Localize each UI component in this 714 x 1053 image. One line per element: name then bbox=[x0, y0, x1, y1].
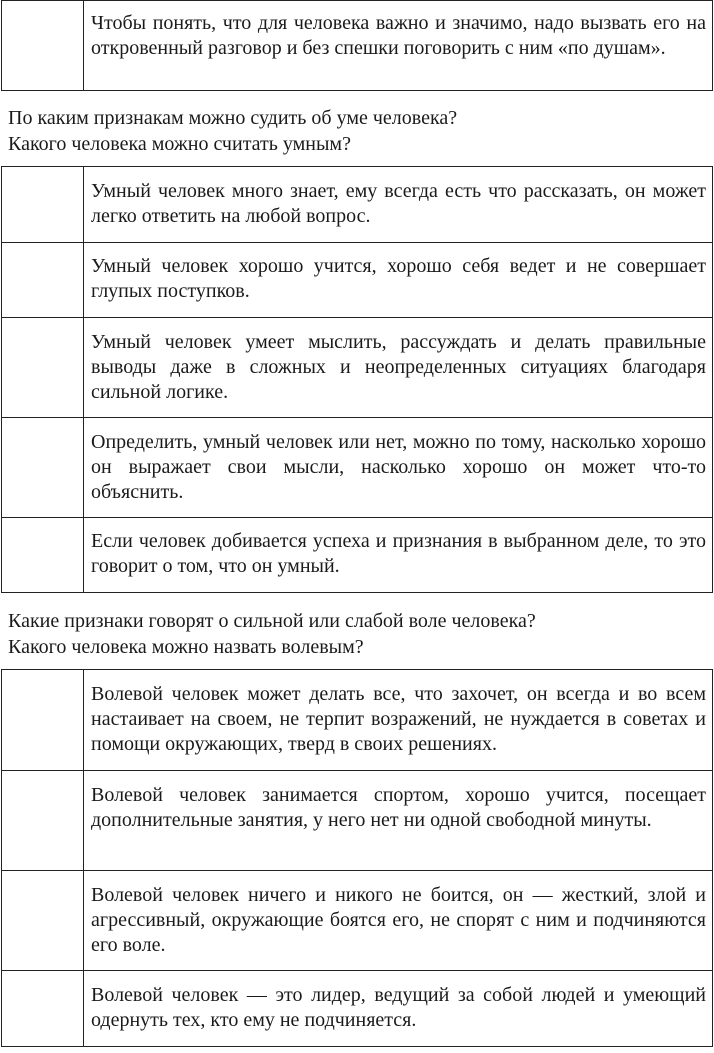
answer-checkbox-cell[interactable] bbox=[2, 871, 84, 971]
answer-table-intelligence bbox=[1, 166, 713, 593]
answer-option-text: Умный человек умеет мыслить, рассуждать и делать правильные выводы даже в сложных и неопределенных ситуациях благодаря сильной логике. bbox=[84, 318, 713, 418]
answer-table-top bbox=[1, 0, 713, 91]
answer-checkbox-cell[interactable] bbox=[2, 1, 84, 91]
answer-checkbox-cell[interactable] bbox=[2, 167, 84, 243]
answer-option-text: Если человек добивается успеха и признания в выбранном деле, то это говорит о том, что он умный. bbox=[84, 518, 713, 593]
table-row bbox=[2, 670, 713, 771]
answer-checkbox-cell[interactable] bbox=[2, 518, 84, 593]
answer-option-text: Волевой человек ничего и никого не боится, он — жесткий, злой и агрессивный, окружающие боятся его, не спорят с ним и подчиняются его воле. bbox=[84, 871, 713, 971]
answer-option-text: Определить, умный человек или нет, можно по тому, насколько хорошо он выражает свои мысли, насколько хорошо он может что-то объяснить. bbox=[84, 418, 713, 518]
answer-option-text: Умный человек хорошо учится, хорошо себя ведет и не совершает глупых поступков. bbox=[84, 243, 713, 318]
answer-option-text: Волевой человек — это лидер, ведущий за собой людей и умеющий одернуть тех, кто ему не подчиняется. bbox=[84, 971, 713, 1047]
question-line: Какого человека можно назвать волевым? bbox=[8, 636, 364, 658]
table-row bbox=[2, 243, 713, 318]
question-line: По каким признакам можно судить об уме человека? bbox=[8, 107, 458, 129]
question-will bbox=[0, 593, 714, 669]
table-row bbox=[2, 518, 713, 593]
answer-option-text: Волевой человек может делать все, что захочет, он всегда и во всем настаивает на своем, не терпит возражений, не нуждается в советах и помощи окружающих, тверд в своих решениях. bbox=[84, 670, 713, 771]
question-line: Какого человека можно считать умным? bbox=[8, 133, 351, 155]
table-row bbox=[2, 771, 713, 871]
answer-checkbox-cell[interactable] bbox=[2, 670, 84, 771]
table-row bbox=[2, 318, 713, 418]
question-line: Какие признаки говорят о сильной или слабой воле человека? bbox=[8, 610, 536, 632]
table-row bbox=[2, 971, 713, 1047]
answer-checkbox-cell[interactable] bbox=[2, 318, 84, 418]
answer-option-text: Чтобы понять, что для человека важно и значимо, надо вызвать его на откровенный разговор и без спешки поговорить с ним «по душам». bbox=[84, 1, 713, 91]
answer-checkbox-cell[interactable] bbox=[2, 771, 84, 871]
question-intelligence bbox=[0, 91, 714, 166]
table-row bbox=[2, 1, 713, 91]
answer-checkbox-cell[interactable] bbox=[2, 971, 84, 1047]
table-row bbox=[2, 167, 713, 243]
answer-table-will bbox=[1, 669, 713, 1047]
answer-option-text: Умный человек много знает, ему всегда есть что рассказать, он может легко ответить на любой вопрос. bbox=[84, 167, 713, 243]
table-row bbox=[2, 871, 713, 971]
answer-option-text: Волевой человек занимается спортом, хорошо учится, посещает дополнительные занятия, у него нет ни одной свободной минуты. bbox=[84, 771, 713, 871]
answer-checkbox-cell[interactable] bbox=[2, 243, 84, 318]
table-row bbox=[2, 418, 713, 518]
answer-checkbox-cell[interactable] bbox=[2, 418, 84, 518]
